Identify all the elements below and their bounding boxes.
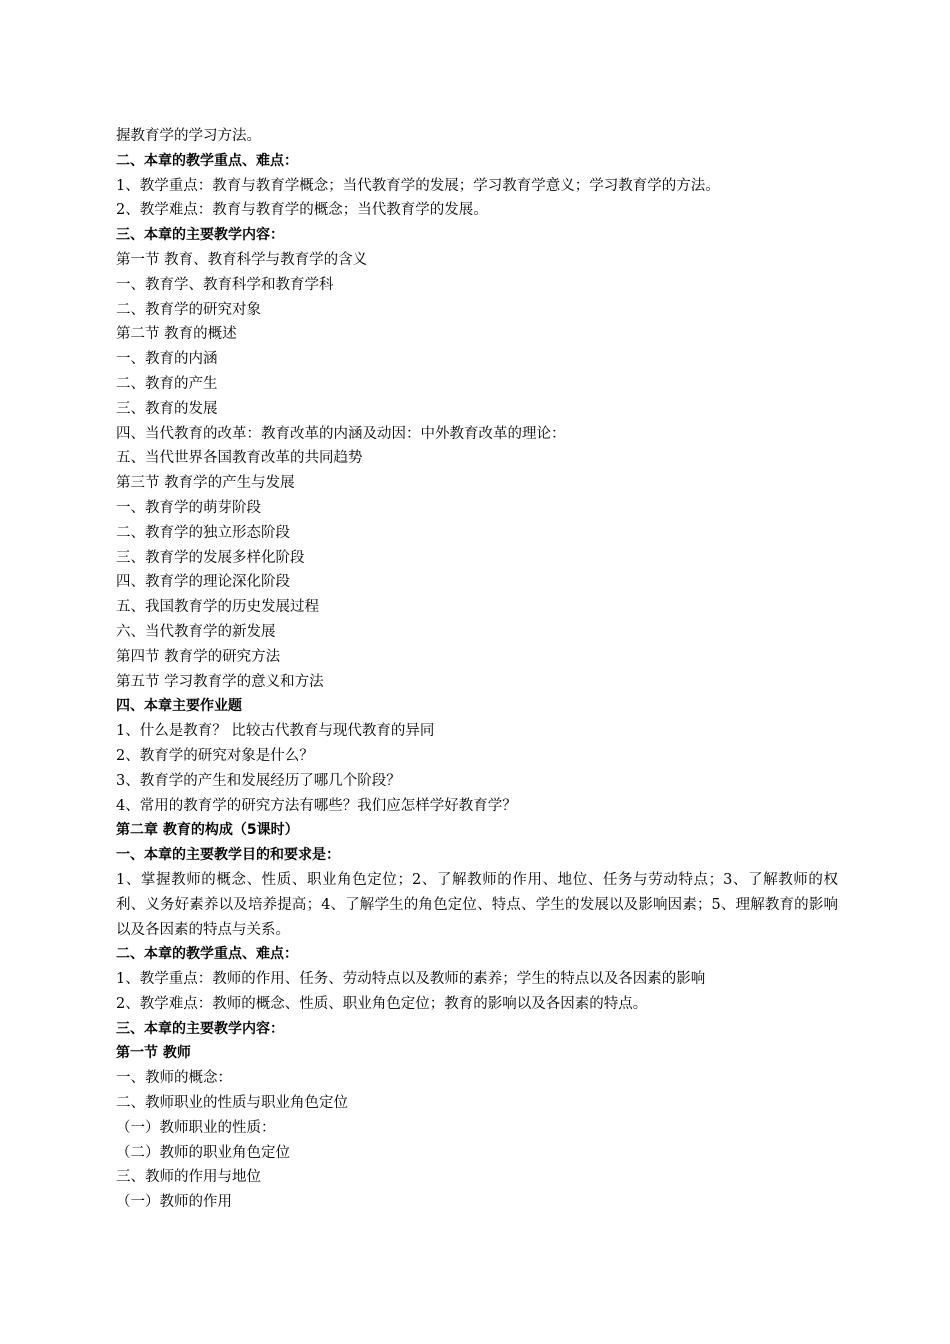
text-line: 第一节 教育、教育科学与教育学的含义 [116, 251, 368, 268]
text-line: 3、教育学的产生和发展经历了哪几个阶段？ [116, 772, 401, 789]
text-line: 一、教师的概念： [116, 1070, 232, 1087]
text-line: 第四节 教育学的研究方法 [116, 648, 281, 665]
text-line: 1、什么是教育？ 比较古代教育与现代教育的异同 [116, 723, 435, 740]
text-line: 二、教育的产生 [116, 375, 218, 392]
text-line: 五、我国教育学的历史发展过程 [116, 599, 319, 616]
text-line: 一、教育的内涵 [116, 351, 218, 368]
text-line: 二、教育学的独立形态阶段 [116, 524, 290, 541]
text-line: 四、当代教育的改革：教育改革的内涵及动因：中外教育改革的理论： [116, 425, 566, 442]
document-page [116, 124, 838, 1215]
text-line: 1、教学重点：教育与教育学概念；当代教育学的发展；学习教育学意义；学习教育学的方法。 [116, 177, 720, 194]
section-heading: 四、本章主要作业题 [116, 698, 242, 715]
text-line: （一）教师职业的性质： [116, 1119, 276, 1136]
text-line: 三、教育学的发展多样化阶段 [116, 549, 305, 566]
text-line: 4、常用的教育学的研究方法有哪些？我们应怎样学好教育学？ [116, 797, 517, 814]
text-line: 1、教学重点：教师的作用、任务、劳动特点以及教师的素养；学生的特点以及各因素的影响 [116, 971, 706, 988]
text-line: （一）教师的作用 [116, 1194, 232, 1211]
text-line: 2、教育学的研究对象是什么？ [116, 747, 314, 764]
text-line: 2、教学难点：教育与教育学的概念；当代教育学的发展。 [116, 202, 488, 219]
text-line: 二、教师职业的性质与职业角色定位 [116, 1095, 348, 1112]
text-line: 三、教师的作用与地位 [116, 1169, 261, 1186]
text-line: （二）教师的职业角色定位 [116, 1144, 290, 1161]
section-heading: 一、本章的主要教学目的和要求是： [116, 847, 340, 864]
text-line: 六、当代教育学的新发展 [116, 623, 276, 640]
section-heading: 第一节 教师 [116, 1045, 191, 1062]
text-line: 2、教学难点：教师的概念、性质、职业角色定位；教育的影响以及各因素的特点。 [116, 995, 648, 1012]
lines-before [116, 124, 838, 868]
text-line: 一、教育学的萌芽阶段 [116, 499, 261, 516]
text-line: 第二节 教育的概述 [116, 326, 237, 343]
text-line: 五、当代世界各国教育改革的共同趋势 [116, 450, 363, 467]
text-line: 握教育学的学习方法。 [116, 128, 261, 144]
text-line: 一、教育学、教育科学和教育学科 [116, 276, 334, 293]
section-heading: 三、本章的主要教学内容： [116, 1020, 284, 1037]
section-heading: 二、本章的教学重点、难点： [116, 946, 298, 963]
text-line: 二、教育学的研究对象 [116, 301, 261, 318]
section-heading: 三、本章的主要教学内容： [116, 227, 284, 244]
section-heading: 第二章 教育的构成（5课时） [116, 822, 299, 839]
lines-after [116, 942, 838, 1215]
text-line: 四、教育学的理论深化阶段 [116, 574, 290, 591]
chapter-two-objectives-paragraph: 1、掌握教师的概念、性质、职业角色定位；2、了解教师的作用、地位、任务与劳动特点；3、了解教师的权利、义务好素养以及培养提高；4、了解学生的角色定位、特点、学生的发展以及影响因素；5、理解教育的影响以及各因素的特点与关系。 [116, 871, 838, 938]
section-heading: 二、本章的教学重点、难点： [116, 152, 298, 169]
text-line: 第三节 教育学的产生与发展 [116, 475, 295, 492]
text-line: 第五节 学习教育学的意义和方法 [116, 673, 324, 690]
text-line: 三、教育的发展 [116, 400, 218, 417]
